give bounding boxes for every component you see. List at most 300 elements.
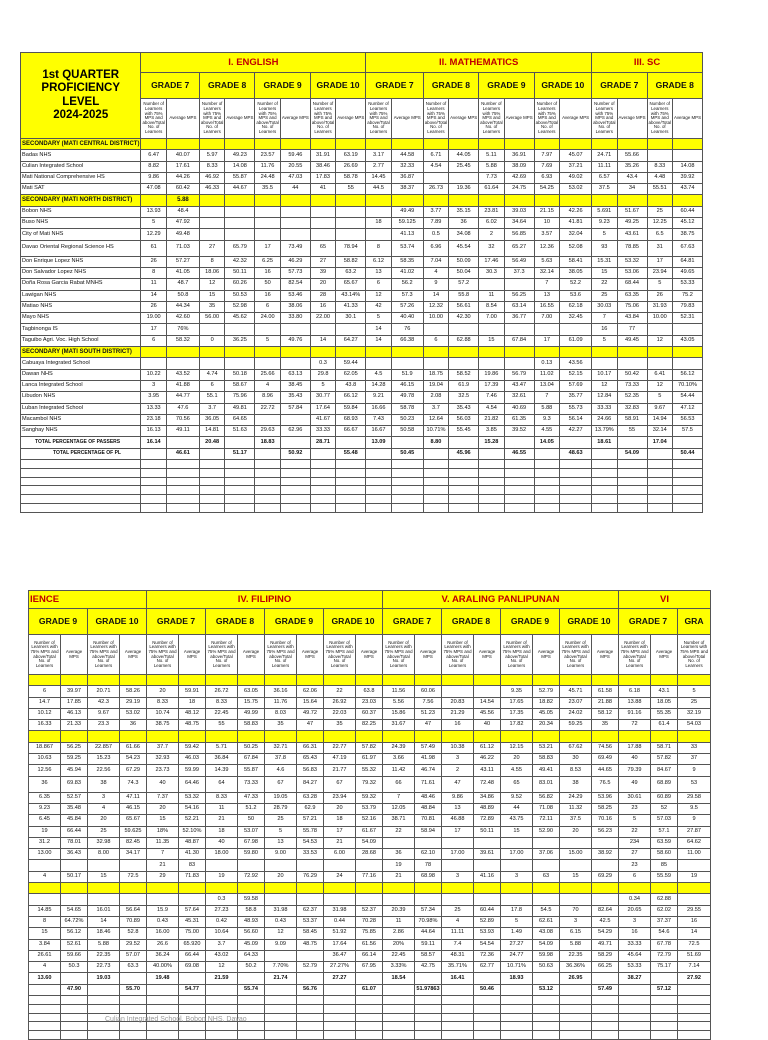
value-cell: 13.93: [141, 206, 166, 217]
value-cell: 37.21: [560, 161, 592, 172]
value-cell: [310, 206, 335, 217]
value-cell: 22.45: [383, 950, 415, 961]
value-cell: 18: [366, 218, 391, 229]
value-cell: 59.98: [533, 950, 560, 961]
value-cell: 11: [141, 279, 166, 290]
school-name: Doña Rosa Garcia Rabat MNHS: [21, 279, 141, 290]
empty-cell: [501, 1022, 533, 1031]
value-cell: 67.62: [560, 742, 592, 753]
value-cell: [206, 984, 238, 995]
band-cell: [442, 731, 474, 742]
value-cell: 46.88: [442, 815, 474, 826]
value-cell: 27: [199, 240, 224, 256]
value-cell: 20%: [383, 939, 415, 950]
value-cell: 22: [324, 686, 356, 697]
empty-cell: [449, 460, 479, 469]
band-cell: [504, 139, 534, 150]
band-cell: [147, 883, 179, 894]
value-cell: 7.89: [423, 218, 448, 229]
value-cell: 47: [442, 776, 474, 792]
band-cell: [356, 675, 383, 686]
value-cell: 24.75: [504, 184, 534, 195]
value-cell: 64.65: [225, 414, 255, 425]
empty-cell: [179, 1004, 206, 1013]
value-cell: 58.71: [651, 742, 678, 753]
value-cell: 15.31: [592, 256, 617, 267]
value-cell: 72.11: [533, 815, 560, 826]
value-cell: 7.56: [415, 697, 442, 708]
value-cell: 62.88: [651, 894, 678, 905]
empty-cell: [415, 1004, 442, 1013]
value-cell: 56.76: [297, 984, 324, 995]
empty-cell: [423, 486, 448, 495]
value-cell: [423, 358, 448, 369]
empty-cell: [560, 468, 592, 477]
value-cell: 4: [423, 267, 448, 278]
band-cell: [651, 675, 678, 686]
value-cell: 47.6: [166, 403, 199, 414]
band-cell: [592, 883, 619, 894]
value-cell: 57.73: [280, 267, 310, 278]
value-cell: [383, 837, 415, 848]
value-cell: 32.61: [504, 392, 534, 403]
value-cell: 26: [141, 256, 166, 267]
value-cell: 67.78: [651, 939, 678, 950]
empty-cell: [678, 1013, 711, 1022]
value-cell: 9.23: [592, 218, 617, 229]
grade-header: GRADE 9: [501, 609, 560, 635]
empty-cell: [617, 495, 647, 504]
value-cell: 44.64: [415, 928, 442, 939]
band-cell: [179, 675, 206, 686]
band-cell: [265, 731, 297, 742]
band-cell: [647, 195, 672, 206]
grade-header: GRADE 9: [29, 609, 88, 635]
value-cell: 60.44: [474, 905, 501, 916]
band-cell: [324, 883, 356, 894]
empty-cell: [479, 468, 504, 477]
value-cell: 21.59: [206, 973, 238, 984]
empty-cell: [504, 468, 534, 477]
value-cell: 14: [141, 290, 166, 301]
value-cell: [592, 860, 619, 871]
value-cell: 48.31: [442, 950, 474, 961]
mps-col-header: Average MPS: [449, 99, 479, 139]
value-cell: 50.3: [61, 962, 88, 973]
value-cell: 12.64: [423, 414, 448, 425]
value-cell: 53.21: [533, 742, 560, 753]
empty-cell: [423, 460, 448, 469]
value-cell: 35.43: [280, 392, 310, 403]
value-cell: 34.17: [120, 849, 147, 860]
value-cell: 13: [534, 290, 559, 301]
value-cell: 56.23: [592, 826, 619, 837]
value-cell: [88, 894, 120, 905]
empty-cell: [179, 996, 206, 1005]
value-cell: 28.68: [356, 849, 383, 860]
value-cell: 26.61: [29, 950, 61, 961]
value-cell: 22.77: [324, 742, 356, 753]
empty-cell: [120, 1022, 147, 1031]
empty-cell: [423, 504, 448, 513]
value-cell: 21.82: [479, 414, 504, 425]
mps-col-header: Average MPS: [672, 99, 702, 139]
value-cell: 70.28: [356, 916, 383, 927]
value-cell: 9.00: [265, 849, 297, 860]
value-cell: 59.11: [415, 939, 442, 950]
value-cell: 35.26: [617, 161, 647, 172]
value-cell: [120, 860, 147, 871]
empty-cell: [88, 1031, 120, 1040]
school-name: Mati SAT: [21, 184, 141, 195]
value-cell: 66.12: [336, 392, 366, 403]
value-cell: 45.56: [474, 708, 501, 719]
value-cell: 40.40: [391, 313, 423, 324]
value-cell: 12: [647, 335, 672, 346]
subject-header: II. MATHEMATICS: [366, 53, 592, 73]
empty-cell: [617, 486, 647, 495]
value-cell: 19: [206, 871, 238, 882]
value-cell: [592, 973, 619, 984]
value-cell: 31: [647, 240, 672, 256]
value-cell: 52.89: [474, 916, 501, 927]
value-cell: 16.14: [141, 437, 166, 448]
value-cell: 8.96: [255, 392, 280, 403]
grade-header: GRADE 8: [423, 73, 478, 99]
value-cell: 11.00: [678, 849, 711, 860]
empty-cell: [141, 460, 166, 469]
band-cell: [592, 347, 617, 358]
value-cell: 50.18: [225, 369, 255, 380]
value-cell: [141, 448, 166, 459]
band-cell: [442, 675, 474, 686]
value-cell: [310, 218, 335, 229]
empty-cell: [560, 477, 592, 486]
value-cell: 54.65: [61, 905, 88, 916]
value-cell: 72.79: [651, 950, 678, 961]
value-cell: [310, 324, 335, 335]
value-cell: 53.12: [533, 984, 560, 995]
value-cell: 50.2: [238, 962, 265, 973]
value-cell: 13.60: [29, 973, 61, 984]
value-cell: 24: [324, 871, 356, 882]
value-cell: 39.97: [61, 686, 88, 697]
value-cell: 43.08: [533, 928, 560, 939]
value-cell: [449, 437, 479, 448]
value-cell: 45.94: [61, 765, 88, 776]
value-cell: 36.36%: [560, 962, 592, 973]
value-cell: 14.7: [29, 697, 61, 708]
value-cell: 20.48: [199, 437, 224, 448]
value-cell: 42.75: [415, 962, 442, 973]
value-cell: 9.21: [366, 392, 391, 403]
value-cell: 21: [147, 860, 179, 871]
empty-cell: [324, 1031, 356, 1040]
value-cell: 49.71: [592, 939, 619, 950]
value-cell: 54.16: [179, 803, 206, 814]
value-cell: 73.49: [280, 240, 310, 256]
mps-col-header: Average MPS: [391, 99, 423, 139]
value-cell: 49.99: [238, 708, 265, 719]
value-cell: 66.25: [592, 962, 619, 973]
value-cell: 62.02: [651, 905, 678, 916]
grade-header: GRADE 7: [147, 609, 206, 635]
value-cell: 13: [442, 803, 474, 814]
value-cell: 16.01: [88, 905, 120, 916]
value-cell: 5: [592, 229, 617, 240]
empty-cell: [310, 486, 335, 495]
empty-cell: [501, 1031, 533, 1040]
value-cell: 49.78: [391, 392, 423, 403]
value-cell: [504, 358, 534, 369]
value-cell: 41.33: [336, 301, 366, 312]
value-cell: 7: [592, 313, 617, 324]
value-cell: 63.2: [336, 267, 366, 278]
value-cell: 58.32: [166, 335, 199, 346]
empty-cell: [141, 486, 166, 495]
band-cell: [619, 731, 651, 742]
value-cell: 63.28: [297, 792, 324, 803]
value-cell: 42.3: [88, 697, 120, 708]
empty-cell: [356, 1022, 383, 1031]
value-cell: 46.03: [179, 754, 206, 765]
value-cell: 15: [501, 826, 533, 837]
empty-cell: [356, 1013, 383, 1022]
value-cell: 65: [310, 240, 335, 256]
value-cell: 12: [199, 279, 224, 290]
value-cell: 29.58: [678, 792, 711, 803]
mps-col-header: Average MPS: [179, 635, 206, 675]
value-cell: 6.35: [29, 792, 61, 803]
value-cell: [560, 324, 592, 335]
value-cell: 57.03: [651, 815, 678, 826]
learners-col-header: Number of Learners with 75% MPS and above/Total No. of Learners: [423, 99, 448, 139]
value-cell: 9.86: [141, 172, 166, 183]
band-cell: [324, 731, 356, 742]
value-cell: 26.95: [560, 973, 592, 984]
value-cell: 18%: [147, 826, 179, 837]
value-cell: 54.6: [651, 928, 678, 939]
empty-cell: [199, 468, 224, 477]
empty-cell: [166, 477, 199, 486]
grade-header: GRADE 10: [534, 73, 591, 99]
empty-cell: [651, 1004, 678, 1013]
value-cell: 66.44: [61, 826, 88, 837]
value-cell: 52.79: [297, 962, 324, 973]
band-cell: [366, 347, 391, 358]
value-cell: 61.67: [356, 826, 383, 837]
value-cell: [324, 984, 356, 995]
value-cell: 57.64: [179, 905, 206, 916]
value-cell: 27.92: [678, 973, 711, 984]
value-cell: 31.98: [324, 905, 356, 916]
value-cell: 4.54: [423, 161, 448, 172]
value-cell: 13.88: [619, 697, 651, 708]
value-cell: 41.02: [391, 267, 423, 278]
empty-cell: [280, 477, 310, 486]
value-cell: 18.54: [383, 973, 415, 984]
value-cell: [280, 218, 310, 229]
value-cell: 28.79: [265, 803, 297, 814]
learners-col-header: Number of Learners with 75% MPS and above/Total No. of Learners: [310, 99, 335, 139]
value-cell: 4.74: [199, 369, 224, 380]
value-cell: [166, 437, 199, 448]
value-cell: 10.71%: [501, 962, 533, 973]
value-cell: [442, 860, 474, 871]
learners-col-header: Number of Learners with 75% MPS and above/Total No. of Learners: [366, 99, 391, 139]
value-cell: 45.07: [560, 150, 592, 161]
value-cell: 50.25: [238, 742, 265, 753]
band-cell: [179, 731, 206, 742]
value-cell: 14: [366, 335, 391, 346]
value-cell: 10: [534, 218, 559, 229]
band-cell: [61, 731, 88, 742]
band-cell: [479, 347, 504, 358]
value-cell: 13: [265, 837, 297, 848]
value-cell: 43.52: [166, 369, 199, 380]
value-cell: [366, 448, 391, 459]
value-cell: 58.8: [238, 905, 265, 916]
value-cell: 11.02: [534, 369, 559, 380]
empty-cell: [449, 486, 479, 495]
value-cell: 85: [651, 860, 678, 871]
value-cell: 21.77: [324, 765, 356, 776]
empty-cell: [592, 996, 619, 1005]
value-cell: 50.46: [474, 984, 501, 995]
value-cell: 7: [383, 792, 415, 803]
value-cell: 44.05: [449, 150, 479, 161]
value-cell: 19: [383, 860, 415, 871]
value-cell: 57.2: [449, 279, 479, 290]
value-cell: 32.45: [560, 313, 592, 324]
value-cell: 48.4: [166, 206, 199, 217]
value-cell: 53.32: [179, 792, 206, 803]
value-cell: 7.04: [423, 256, 448, 267]
value-cell: 52.2: [560, 279, 592, 290]
value-cell: 50: [255, 279, 280, 290]
value-cell: 61.9: [449, 380, 479, 391]
value-cell: 5.88: [479, 161, 504, 172]
value-cell: 34.64: [504, 218, 534, 229]
value-cell: 23.73: [147, 765, 179, 776]
band-cell: [336, 195, 366, 206]
value-cell: 20: [265, 871, 297, 882]
value-cell: [534, 324, 559, 335]
value-cell: 36.16: [265, 686, 297, 697]
value-cell: 9.09: [265, 939, 297, 950]
value-cell: 23: [619, 860, 651, 871]
value-cell: 3.57: [534, 229, 559, 240]
value-cell: 56.00: [199, 313, 224, 324]
value-cell: 5: [619, 815, 651, 826]
value-cell: 36: [383, 849, 415, 860]
empty-cell: [310, 460, 335, 469]
empty-cell: [166, 468, 199, 477]
value-cell: 6.12: [366, 256, 391, 267]
value-cell: 33: [678, 742, 711, 753]
value-cell: [592, 837, 619, 848]
value-cell: 49.65: [672, 267, 702, 278]
empty-cell: [21, 504, 141, 513]
value-cell: 61.56: [356, 939, 383, 950]
value-cell: 52: [651, 803, 678, 814]
empty-cell: [560, 460, 592, 469]
value-cell: 18.05: [651, 697, 678, 708]
school-name: Libudon NHS: [21, 392, 141, 403]
learners-col-header: Number of Learners with 75% MPS and above/Total No. of Learners: [560, 635, 592, 675]
value-cell: 5: [647, 392, 672, 403]
learners-col-header: Number of Learners with 75% MPS and above/Total No. of Learners: [141, 99, 166, 139]
empty-cell: [21, 468, 141, 477]
value-cell: [179, 973, 206, 984]
empty-cell: [560, 1004, 592, 1013]
value-cell: [672, 150, 702, 161]
value-cell: 15: [592, 267, 617, 278]
footer-text: Culian Integrated School, Bobon NHS, Davao: [105, 1016, 247, 1023]
value-cell: 40: [147, 776, 179, 792]
value-cell: 61.97: [356, 754, 383, 765]
value-cell: [479, 324, 504, 335]
grade-header: GRA: [678, 609, 711, 635]
value-cell: 55.48: [336, 448, 366, 459]
empty-cell: [442, 1031, 474, 1040]
value-cell: 26.72: [206, 686, 238, 697]
value-cell: 54.09: [533, 939, 560, 950]
value-cell: 49.02: [560, 172, 592, 183]
mps-col-header: Average MPS: [504, 99, 534, 139]
band-cell: [141, 195, 166, 206]
value-cell: 29.55: [678, 905, 711, 916]
value-cell: 51.9: [391, 369, 423, 380]
value-cell: 17.46: [479, 256, 504, 267]
value-cell: 58.94: [415, 826, 442, 837]
band-cell: [592, 139, 617, 150]
empty-cell: [21, 486, 141, 495]
value-cell: [336, 218, 366, 229]
value-cell: 59.84: [336, 403, 366, 414]
value-cell: 41.67: [310, 414, 335, 425]
value-cell: 26.73: [423, 184, 448, 195]
value-cell: 10.00: [423, 313, 448, 324]
value-cell: 24.29: [560, 792, 592, 803]
band-cell: [255, 347, 280, 358]
empty-cell: [383, 1022, 415, 1031]
value-cell: 10.00: [647, 313, 672, 324]
value-cell: 5: [501, 916, 533, 927]
empty-cell: [391, 477, 423, 486]
empty-cell: [479, 477, 504, 486]
value-cell: 55.35: [651, 708, 678, 719]
empty-cell: [672, 504, 702, 513]
empty-cell: [672, 477, 702, 486]
value-cell: 71.61: [415, 776, 442, 792]
value-cell: 56.14: [560, 414, 592, 425]
value-cell: 75.17: [651, 962, 678, 973]
empty-cell: [617, 468, 647, 477]
value-cell: [391, 437, 423, 448]
value-cell: 20.83: [442, 697, 474, 708]
empty-cell: [141, 477, 166, 486]
empty-cell: [29, 996, 61, 1005]
value-cell: 16: [255, 267, 280, 278]
value-cell: 14.94: [647, 414, 672, 425]
value-cell: 14: [366, 324, 391, 335]
value-cell: 15: [560, 871, 592, 882]
value-cell: 15: [479, 335, 504, 346]
value-cell: 54.5: [533, 905, 560, 916]
empty-cell: [672, 468, 702, 477]
value-cell: 15.86: [383, 708, 415, 719]
